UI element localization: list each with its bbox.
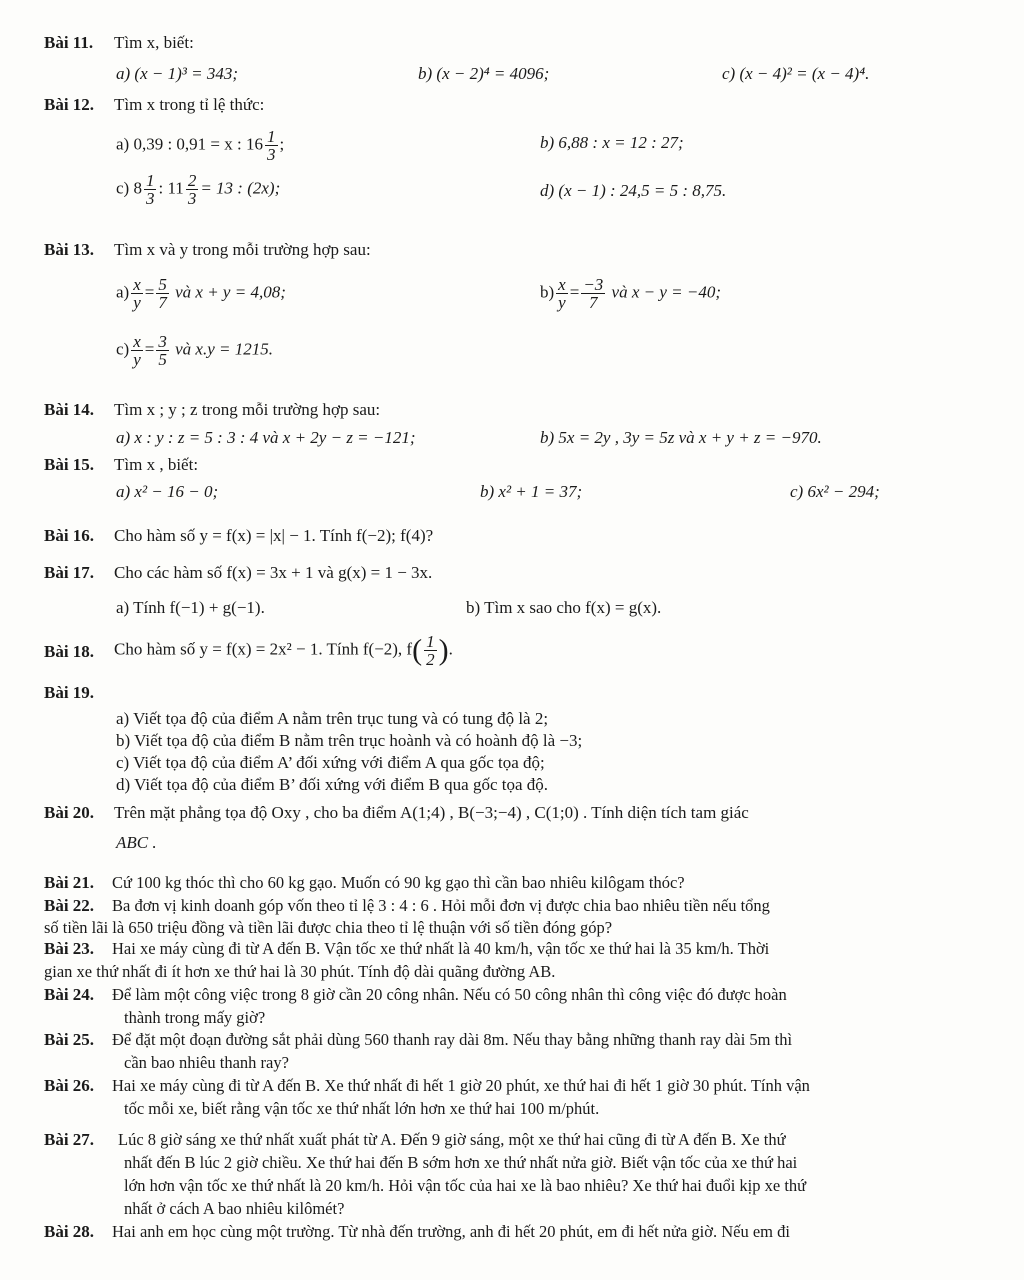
bai13-b-d1: y [558,293,566,312]
bai18-label: Bài 18. [44,642,95,661]
bai13-b-pre: b) [540,282,555,302]
bai12-a-frac [265,128,278,163]
bai13-a-d1: y [133,293,141,312]
bai13-b-frac1 [556,276,568,311]
bai13-c-d2: 5 [158,350,167,369]
bai12-a-num: 1 [267,127,276,146]
bai12-c-mid: : 11 [158,178,184,198]
bai17-label: Bài 17. [44,563,95,582]
bai19-a: a) Viết tọa độ của điểm A nằm trên trục tung và có tung độ là 2; [116,709,549,728]
bai14-title: Tìm x ; y ; z trong mỗi trường hợp sau: [114,400,381,419]
bai13-a-d2: 7 [158,293,167,312]
bai26-line1: Hai xe máy cùng đi từ A đến B. Xe thứ nhất đi hết 1 giờ 20 phút, xe thứ hai đi hết 1 giờ 30 phút. Tính vận [112,1076,810,1095]
bai27-label: Bài 27. [44,1130,95,1149]
bai13-b-n2: −3 [583,275,604,294]
bai26-line2: tốc mỗi xe, biết rằng vận tốc xe thứ nhất lớn hơn xe thứ hai 100 m/phút. [124,1099,600,1118]
bai15-b: b) x² + 1 = 37; [480,482,583,501]
bai13-c-n1: x [133,332,141,351]
bai14-a: a) x : y : z = 5 : 3 : 4 và x + 2y − z = −121; [116,428,416,447]
bai12-a-post: ; [279,134,285,154]
bai18-num: 1 [426,632,435,651]
bai23-line2: gian xe thứ nhất đi ít hơn xe thứ hai là 30 phút. Tính độ dài quãng đường AB. [44,962,556,981]
bai12-c-num2: 2 [187,171,197,190]
bai13-c-post: và x.y = 1215. [175,339,273,359]
bai13-c-frac1 [131,333,143,368]
bai25-line1: Để đặt một đoạn đường sắt phải dùng 560 thanh ray dài 8m. Nếu thay bằng những thanh ray dài 5m thì [112,1030,793,1049]
bai11-c: c) (x − 4)² = (x − 4)⁴. [722,64,870,83]
bai27-line1: Lúc 8 giờ sáng xe thứ nhất xuất phát từ A. Đến 9 giờ sáng, một xe thứ hai cũng đi từ A đến B. Xe thứ [118,1130,786,1149]
bai25-line2: cần bao nhiêu thanh ray? [124,1053,289,1072]
bai24-line2: thành trong mấy giờ? [124,1008,266,1027]
bai12-b: b) 6,88 : x = 12 : 27; [540,133,684,152]
bai13-a-frac1 [131,276,143,311]
bai11-title: Tìm x, biết: [114,33,194,52]
bai14-b: b) 5x = 2y , 3y = 5z và x + y + z = −970. [540,428,822,447]
bai13-a-frac2 [156,276,169,311]
bai22-label: Bài 22. [44,896,95,915]
bai13-a-n1: x [133,275,141,294]
bai13-label: Bài 13. [44,240,95,259]
bai16-text: Cho hàm số y = f(x) = |x| − 1. Tính f(−2); f(4)? [114,526,434,545]
bai13-a-eq: = [144,282,155,302]
bai27-line3: lớn hơn vận tốc xe thứ nhất là 20 km/h. Hỏi vận tốc của hai xe là bao nhiêu? Xe thứ hai đuổi kịp xe thứ [124,1176,807,1195]
bai21-label: Bài 21. [44,873,95,892]
bai17-a: a) Tính f(−1) + g(−1). [116,598,265,617]
bai13-c-d1: y [133,350,141,369]
bai13-b-frac2 [581,276,605,311]
bai15-label: Bài 15. [44,455,95,474]
bai13-c-frac2 [156,333,169,368]
bai13-b-d2: 7 [589,293,598,312]
bai16-label: Bài 16. [44,526,95,545]
bai12-label: Bài 12. [44,95,95,114]
bai13-b-n1: x [558,275,566,294]
bai12-a-den: 3 [267,145,276,164]
bai25-label: Bài 25. [44,1030,95,1049]
bai15-title: Tìm x , biết: [114,455,199,474]
bai18-frac [424,633,437,668]
bai13-c-pre: c) [116,339,130,359]
bai12-c-frac1 [144,172,157,207]
bai12-a [116,128,284,163]
bai20-label: Bài 20. [44,803,95,822]
bai12-c-den1: 3 [145,189,155,208]
bai24-line1: Để làm một công việc trong 8 giờ cần 20 công nhân. Nếu có 50 công nhân thì công việc đó được hoàn [112,985,787,1004]
bai13-b-eq: = [569,282,580,302]
bai12-title: Tìm x trong tỉ lệ thức: [114,95,265,114]
bai17-b: b) Tìm x sao cho f(x) = g(x). [466,598,662,617]
bai15-c: c) 6x² − 294; [790,482,880,501]
bai13-c-n2: 3 [158,332,167,351]
bai20-line1: Trên mặt phẳng tọa độ Oxy , cho ba điểm A(1;4) , B(−3;−4) , C(1;0) . Tính diện tích tam giác [114,803,749,822]
bai11-a: a) (x − 1)³ = 343; [116,64,238,83]
bai12-c-pre: c) 8 [116,178,142,198]
bai12-a-pre: a) 0,39 : 0,91 = x : 16 [116,134,263,154]
bai13-c-eq: = [144,339,155,359]
bai18-post: . [448,639,453,659]
bai18-line [114,633,453,668]
bai18-text: Cho hàm số y = f(x) = 2x² − 1. Tính f(−2), f [114,639,413,659]
bai13-b [540,276,721,311]
bai28-label: Bài 28. [44,1222,95,1241]
bai12-c-post: = 13 : (2x); [200,178,281,198]
bai13-a [116,276,286,311]
bai13-a-post: và x + y = 4,08; [175,282,286,302]
bai11-b: b) (x − 2)⁴ = 4096; [418,64,550,83]
bai27-line2: nhất đến B lúc 2 giờ chiều. Xe thứ hai đến B sớm hơn xe thứ nhất nửa giờ. Biết vận tốc của xe thứ hai [124,1153,798,1172]
bai15-a: a) x² − 16 − 0; [116,482,219,501]
bai27-line4: nhất ở cách A bao nhiêu kilômét? [124,1199,345,1218]
bai23-line1: Hai xe máy cùng đi từ A đến B. Vận tốc xe thứ nhất là 40 km/h, vận tốc xe thứ hai là 35 km/h. Thời [112,939,770,958]
bai18-den: 2 [426,650,435,669]
bai11-label: Bài 11. [44,33,94,52]
bai19-b: b) Viết tọa độ của điểm B nằm trên trục hoành và có hoành độ là −3; [116,731,583,750]
bai19-label: Bài 19. [44,683,95,702]
bai12-c [116,172,280,207]
bai14-label: Bài 14. [44,400,95,419]
bai12-d: d) (x − 1) : 24,5 = 5 : 8,75. [540,181,727,200]
bai24-label: Bài 24. [44,985,95,1004]
bai17-text: Cho các hàm số f(x) = 3x + 1 và g(x) = 1 − 3x. [114,563,433,582]
bai12-c-den2: 3 [187,189,197,208]
bai22-line2: số tiền lãi là 650 triệu đồng và tiền lãi được chia theo tỉ lệ thuận với số tiền đóng góp? [44,918,613,937]
bai13-b-post: và x − y = −40; [611,282,722,302]
bai23-label: Bài 23. [44,939,95,958]
bai13-a-pre: a) [116,282,130,302]
bai21-text: Cứ 100 kg thóc thì cho 60 kg gạo. Muốn có 90 kg gạo thì cần bao nhiêu kilôgam thóc? [112,873,685,892]
bai13-a-n2: 5 [158,275,167,294]
bai18-rparen: ) [438,633,449,667]
bai18-lparen: ( [412,633,423,667]
bai19-d: d) Viết tọa độ của điểm B’ đối xứng với điểm B qua gốc tọa độ. [116,775,549,794]
bai19-c: c) Viết tọa độ của điểm A’ đối xứng với điểm A qua gốc tọa độ; [116,753,545,772]
bai12-c-num1: 1 [145,171,155,190]
bai13-c [116,333,273,368]
bai22-line1: Ba đơn vị kinh doanh góp vốn theo tỉ lệ 3 : 4 : 6 . Hỏi mỗi đơn vị được chia bao nhiêu tiền nếu tổng [112,896,770,915]
bai12-c-frac2 [186,172,199,207]
bai20-line2: ABC . [116,833,157,852]
bai26-label: Bài 26. [44,1076,95,1095]
bai13-title: Tìm x và y trong mỗi trường hợp sau: [114,240,371,259]
bai28-line1: Hai anh em học cùng một trường. Từ nhà đến trường, anh đi hết 20 phút, em đi hết nửa giờ. Nếu em đi [112,1222,790,1241]
